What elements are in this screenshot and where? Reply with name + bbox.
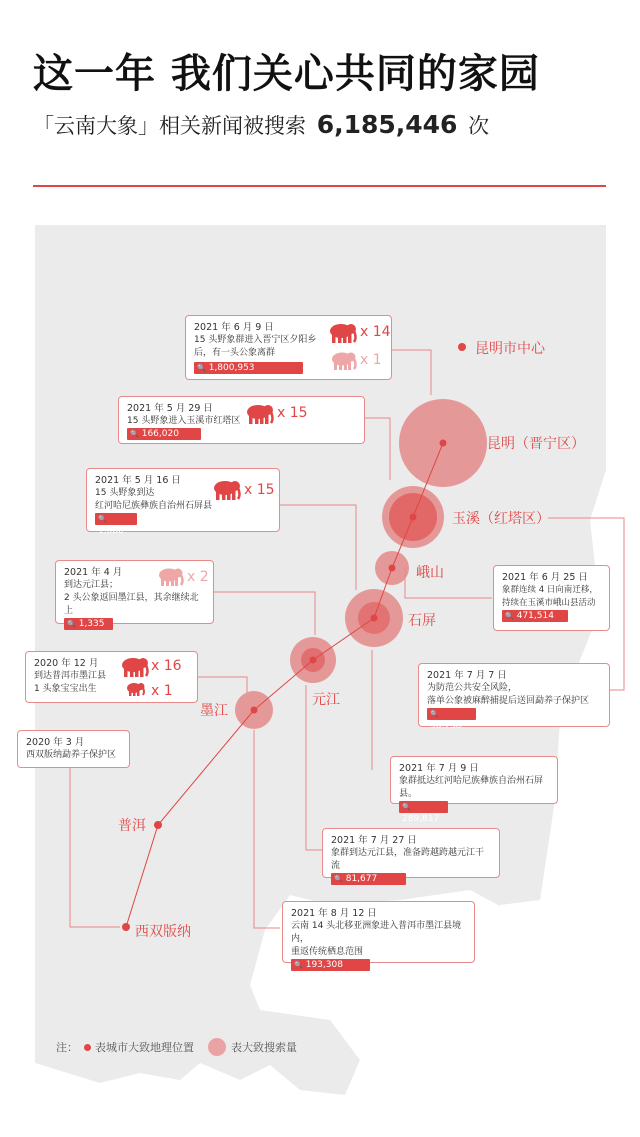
search-icon: 🔍 xyxy=(197,364,206,372)
search-icon: 🔍 xyxy=(402,803,411,811)
page-title: 这一年 我们关心共同的家园 xyxy=(33,51,540,97)
city-kunming-jinning: 昆明（晋宁区） xyxy=(487,436,585,452)
search-icon: 🔍 xyxy=(505,612,514,620)
search-count-bar xyxy=(291,959,370,971)
event-card-2021-05-29 xyxy=(118,396,365,444)
search-circle-icon xyxy=(208,1038,226,1056)
elephant-pale-icon xyxy=(330,351,358,371)
search-count: 1,800,953 xyxy=(208,363,255,373)
city-puer: 普洱 xyxy=(118,818,146,834)
search-count: 289,817 xyxy=(402,814,440,824)
dot-kunming-center xyxy=(458,343,466,351)
event-text: 落单公象被麻醉捕捉后送回勐养子保护区 xyxy=(427,696,590,706)
search-count: 90,738 xyxy=(430,721,462,731)
event-date: 2020 年 12 月 xyxy=(34,658,99,669)
elephant-pale-count: x 1 xyxy=(360,352,382,368)
search-count-bar xyxy=(399,801,448,824)
dot-puer xyxy=(154,821,162,829)
search-count-bar xyxy=(331,873,406,885)
search-icon: 🔍 xyxy=(430,710,439,718)
search-icon: 🔍 xyxy=(130,430,139,438)
event-date: 2021 年 6 月 9 日 xyxy=(194,322,274,333)
search-count-bar xyxy=(127,428,201,440)
event-date: 2020 年 3 月 xyxy=(26,737,85,748)
event-text: 15 头野象进入玉溪市红塔区 xyxy=(127,416,241,426)
search-count: 1,080 xyxy=(98,526,124,536)
event-text: 红河哈尼族彝族自治州石屏县 xyxy=(95,501,213,511)
search-count: 166,020 xyxy=(141,429,179,439)
map-white-patch xyxy=(470,900,560,1068)
legend-prefix: 注： xyxy=(56,1041,78,1054)
search-icon: 🔍 xyxy=(98,515,107,523)
search-count: 471,514 xyxy=(516,611,554,621)
event-text: 1 头象宝宝出生 xyxy=(34,684,97,694)
search-count: 1,335 xyxy=(78,619,105,629)
legend-circle-label: 表大致搜索量 xyxy=(231,1041,297,1054)
city-shiping: 石屏 xyxy=(408,613,436,629)
legend xyxy=(56,1038,297,1058)
elephant-count: x 16 xyxy=(151,658,182,674)
elephant-count: x 15 xyxy=(277,405,308,421)
elephant-icon xyxy=(328,322,358,344)
event-date: 2021 年 7 月 27 日 xyxy=(331,835,417,846)
elephant-icon xyxy=(120,656,150,678)
event-card-2021-07-07 xyxy=(418,663,610,731)
baby-elephant-count: x 1 xyxy=(151,683,173,699)
search-count-bar xyxy=(95,513,137,536)
event-date: 2021 年 5 月 16 日 xyxy=(95,475,181,486)
search-count: 6,185,446 xyxy=(316,110,458,139)
search-count-bar xyxy=(502,610,568,622)
search-icon: 🔍 xyxy=(334,875,343,883)
event-date: 2021 年 7 月 9 日 xyxy=(399,763,479,774)
subtitle-prefix: 「云南大象」相关新闻被搜索 xyxy=(33,114,306,138)
search-count-bar xyxy=(194,362,303,374)
search-count-bar xyxy=(427,708,476,731)
city-xishuangbanna: 西双版纳 xyxy=(135,924,191,940)
event-date: 2021 年 4 月 xyxy=(64,567,123,578)
event-text: 持续在玉溪市峨山县活动 xyxy=(502,598,596,608)
city-yuxi: 玉溪（红塔区） xyxy=(452,511,550,527)
search-count: 193,308 xyxy=(305,960,343,970)
event-text: 重返传统栖息范围 xyxy=(291,947,364,957)
legend-dot-label: 表城市大致地理位置 xyxy=(95,1041,194,1054)
dot-shiping xyxy=(371,615,378,622)
event-text: 15 头野象到达 xyxy=(95,488,155,498)
event-date: 2021 年 6 月 25 日 xyxy=(502,572,588,583)
dot-yuxi xyxy=(410,514,417,521)
event-text: 象群到达元江县，准备跨越跨越元江干流 xyxy=(331,848,485,871)
event-card-2021-07-09 xyxy=(390,756,558,824)
elephant-pale-icon xyxy=(157,567,185,587)
event-card-2021-06-25 xyxy=(493,565,610,631)
event-text: 云南 14 头北移亚洲象进入普洱市墨江县境内， xyxy=(291,921,462,944)
event-card-2021-08-12 xyxy=(282,901,475,970)
event-card-2021-07-27 xyxy=(322,828,500,884)
city-kunming-center: 昆明市中心 xyxy=(475,341,545,357)
search-icon: 🔍 xyxy=(294,961,303,969)
event-text: 象群抵达红河哈尼族彝族自治州石屏县。 xyxy=(399,776,544,799)
city-eshan: 峨山 xyxy=(416,565,444,581)
city-dot-icon xyxy=(84,1044,91,1051)
city-mojiang: 墨江 xyxy=(200,703,228,719)
dot-eshan xyxy=(389,565,396,572)
event-text: 2 头公象返回墨江县，其余继续北上 xyxy=(64,593,199,616)
dot-mojiang xyxy=(251,707,258,714)
search-count-bar xyxy=(64,618,113,630)
elephant-count: x 15 xyxy=(244,482,275,498)
dot-kunming xyxy=(440,440,447,447)
event-card-2020-03 xyxy=(17,730,130,768)
event-text: 到达普洱市墨江县 xyxy=(34,671,107,681)
subtitle-suffix: 次 xyxy=(468,114,490,138)
baby-elephant-icon xyxy=(126,682,146,697)
event-text: 为防范公共安全风险， xyxy=(427,683,518,693)
event-text: 象群连续 4 日向南迁移， xyxy=(502,585,598,595)
elephant-pale-count: x 2 xyxy=(187,569,209,585)
search-count: 81,677 xyxy=(345,874,378,884)
dot-yuanjiang xyxy=(310,657,317,664)
event-text: 15 头野象群进入晋宁区夕阳乡后，有一头公象离群 xyxy=(194,335,317,358)
event-date: 2021 年 8 月 12 日 xyxy=(291,908,377,919)
event-date: 2021 年 5 月 29 日 xyxy=(127,403,213,414)
elephant-count: x 14 xyxy=(360,324,391,340)
event-date: 2021 年 7 月 7 日 xyxy=(427,670,507,681)
search-icon: 🔍 xyxy=(67,620,76,628)
elephant-icon xyxy=(245,403,275,425)
elephant-icon xyxy=(212,479,242,501)
dot-xishuangbanna xyxy=(122,923,130,931)
event-card-2021-05-16 xyxy=(86,468,280,536)
event-text: 西双版纳勐养子保护区 xyxy=(26,750,117,760)
event-text: 到达元江县； xyxy=(64,580,119,590)
city-yuanjiang: 元江 xyxy=(312,692,340,708)
